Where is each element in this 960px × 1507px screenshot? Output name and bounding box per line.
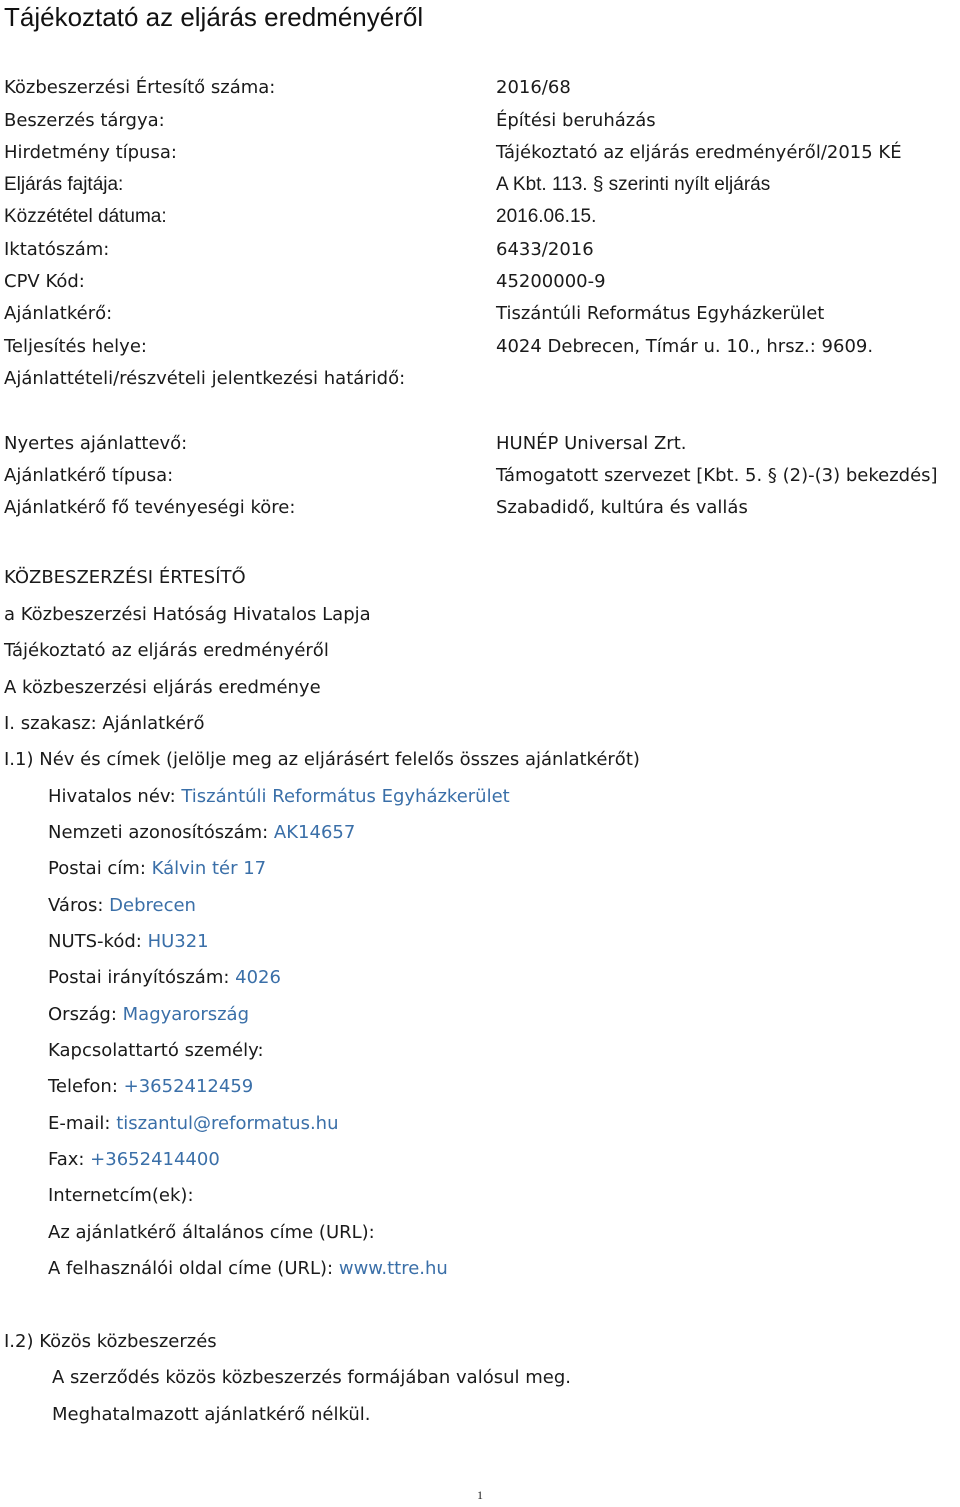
summary-value: Tájékoztató az eljárás eredményéről/2015 KÉ xyxy=(496,142,902,163)
summary-label: Ajánlatkérő: xyxy=(4,303,113,324)
journal-subtitle: a Közbeszerzési Hatóság Hivatalos Lapja xyxy=(4,604,371,625)
summary-label: Ajánlatkérő fő tevényeségi köre: xyxy=(4,497,296,518)
contact-field xyxy=(48,851,266,887)
field-label: Telefon: xyxy=(48,1076,124,1097)
summary-row xyxy=(4,201,960,233)
summary-value: Tiszántúli Református Egyházkerület xyxy=(496,303,825,324)
summary-row xyxy=(4,234,960,266)
field-label: Fax: xyxy=(48,1149,91,1170)
journal-title: KÖZBESZERZÉSI ÉRTESÍTŐ xyxy=(4,567,246,588)
field-label: Nemzeti azonosítószám: xyxy=(48,822,274,843)
joint-procurement-heading: I.2) Közös közbeszerzés xyxy=(4,1331,217,1352)
field-value: HU321 xyxy=(147,931,209,952)
summary-value: 4024 Debrecen, Tímár u. 10., hrsz.: 9609. xyxy=(496,336,874,357)
summary-label: Teljesítés helye: xyxy=(4,336,147,357)
summary-label: Közbeszerzési Értesítő száma: xyxy=(4,77,276,98)
contact-field xyxy=(48,1178,194,1214)
contact-field xyxy=(48,779,510,815)
summary-row xyxy=(4,331,960,363)
contact-field xyxy=(48,1069,253,1105)
field-label: NUTS-kód: xyxy=(48,931,148,952)
contact-field xyxy=(48,997,249,1033)
subsection-heading: I.1) Név és címek (jelölje meg az eljárásért felelős összes ajánlatkérőt) xyxy=(4,749,640,770)
summary-label: Eljárás fajtája: xyxy=(4,174,124,195)
summary-row xyxy=(4,266,960,298)
summary-row xyxy=(4,460,960,492)
summary-row xyxy=(4,169,960,201)
contact-field xyxy=(48,960,281,996)
summary-label: Nyertes ajánlattevő: xyxy=(4,433,188,454)
summary-label: CPV Kód: xyxy=(4,271,85,292)
field-value: +3652412459 xyxy=(123,1076,254,1097)
field-value: Kálvin tér 17 xyxy=(151,858,267,879)
field-label: Postai irányítószám: xyxy=(48,967,236,988)
field-value: Debrecen xyxy=(109,895,196,916)
summary-row xyxy=(4,72,960,104)
field-label: Ország: xyxy=(48,1004,123,1025)
summary-row xyxy=(4,298,960,330)
field-label: E-mail: xyxy=(48,1113,117,1134)
summary-value: Támogatott szervezet [Kbt. 5. § (2)-(3) bekezdés] xyxy=(496,465,938,486)
website-link[interactable]: www.ttre.hu xyxy=(338,1258,448,1279)
authorized-contracting-text: Meghatalmazott ajánlatkérő nélkül. xyxy=(52,1404,371,1425)
summary-value: 45200000-9 xyxy=(496,271,606,292)
summary-label: Ajánlatkérő típusa: xyxy=(4,465,174,486)
field-value: 4026 xyxy=(235,967,281,988)
field-value: Magyarország xyxy=(122,1004,250,1025)
field-label: Az ajánlatkérő általános címe (URL): xyxy=(48,1222,375,1243)
section-heading: I. szakasz: Ajánlatkérő xyxy=(4,713,205,734)
contact-field xyxy=(48,1142,220,1178)
contact-field xyxy=(48,1215,375,1251)
field-value: AK14657 xyxy=(273,822,356,843)
summary-row xyxy=(4,105,960,137)
procedure-result-heading: A közbeszerzési eljárás eredménye xyxy=(4,677,321,698)
summary-row xyxy=(4,428,960,460)
summary-value: A Kbt. 113. § szerinti nyílt eljárás xyxy=(496,174,771,195)
summary-label: Hirdetmény típusa: xyxy=(4,142,177,163)
contact-field xyxy=(48,1033,264,1069)
summary-label: Iktatószám: xyxy=(4,239,110,260)
notice-title: Tájékoztató az eljárás eredményéről xyxy=(4,640,329,661)
field-label: Hivatalos név: xyxy=(48,786,182,807)
summary-row xyxy=(4,137,960,169)
contact-field xyxy=(48,1106,338,1142)
summary-value: 2016/68 xyxy=(496,77,571,98)
field-value: Tiszántúli Református Egyházkerület xyxy=(181,786,510,807)
contact-field xyxy=(48,815,355,851)
contact-field xyxy=(48,888,196,924)
summary-value: 6433/2016 xyxy=(496,239,594,260)
field-label: A felhasználói oldal címe (URL): xyxy=(48,1258,339,1279)
field-label: Város: xyxy=(48,895,110,916)
field-label: Internetcím(ek): xyxy=(48,1185,194,1206)
summary-value: Szabadidő, kultúra és vallás xyxy=(496,497,748,518)
summary-label: Beszerzés tárgya: xyxy=(4,110,165,131)
field-label: Kapcsolattartó személy: xyxy=(48,1040,264,1061)
page-number: 1 xyxy=(477,1488,483,1502)
joint-procurement-text: A szerződés közös közbeszerzés formájában valósul meg. xyxy=(52,1367,571,1388)
summary-value: Építési beruházás xyxy=(496,110,656,131)
contact-field xyxy=(48,924,209,960)
field-value: +3652414400 xyxy=(90,1149,220,1170)
summary-label: Ajánlattételi/részvételi jelentkezési határidő: xyxy=(4,368,406,389)
document-title: Tájékoztató az eljárás eredményéről xyxy=(4,2,424,32)
summary-row xyxy=(4,492,960,524)
contact-field xyxy=(48,1251,448,1287)
field-label: Postai cím: xyxy=(48,858,152,879)
email-link[interactable]: tiszantul@reformatus.hu xyxy=(116,1113,339,1134)
summary-value: HUNÉP Universal Zrt. xyxy=(496,433,687,454)
summary-value: 2016.06.15. xyxy=(496,206,597,227)
summary-row xyxy=(4,363,960,427)
summary-label: Közzététel dátuma: xyxy=(4,206,167,227)
